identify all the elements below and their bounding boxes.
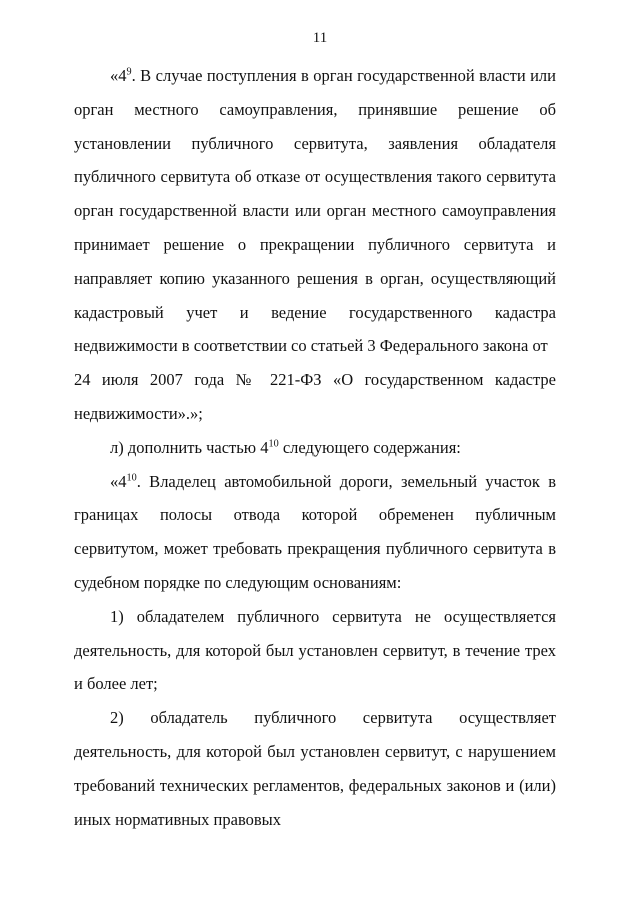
- list-item-1: 1) обладателем публичного сервитута не осуществляется деятельность, для которой был установлен сервитут, в течение трех и более лет;: [74, 606, 556, 694]
- page-number: 11: [312, 30, 328, 46]
- paragraph-lead: «4: [110, 66, 127, 85]
- paragraph-4-9: [74, 59, 556, 363]
- list-item-2: 2) обладатель публичного сервитута осуществляет деятельность, для которой был установлен сервитут, с нарушением требований технических регламентов, федеральных законов и (или) иных нормативных правовых: [74, 708, 556, 829]
- document-body: [74, 59, 556, 836]
- superscript: 10: [268, 438, 279, 450]
- paragraph-4-10: [74, 465, 556, 600]
- paragraph-end: недвижимости».»;: [74, 403, 203, 423]
- paragraph-lead: л) дополнить частью 4: [110, 437, 269, 457]
- paragraph-text: . В случае поступления в орган государственной власти или орган местного самоуправления, принявшие решение об установлении публичного сервитута, заявления обладателя публичного сервитута об отказе от осуществления такого сервитута орган государственной власти или орган местного самоуправления принимает решение о прекращении публичного сервитута и направляет копию указанного решения в орган, осуществляющий кадастровый учет и ведение государственного кадастра недвижимости в соответствии со статьей 3 Федерального закона от: [74, 66, 556, 356]
- paragraph-text: следующего содержания:: [278, 437, 461, 457]
- paragraph-lead: «4: [110, 471, 127, 491]
- paragraph-text: . Владелец автомобильной дороги, земельный участок в границах полосы отвода которой обременен публичным сервитутом, может требовать прекращения публичного сервитута в судебном порядке по следующим основаниям:: [74, 471, 556, 592]
- paragraph-amendment-l: [74, 431, 556, 465]
- superscript: 9: [126, 66, 132, 78]
- superscript: 10: [126, 472, 137, 484]
- paragraph-line-law-date: 24 июля 2007 года № 221-ФЗ «О государственном кадастре: [74, 370, 556, 390]
